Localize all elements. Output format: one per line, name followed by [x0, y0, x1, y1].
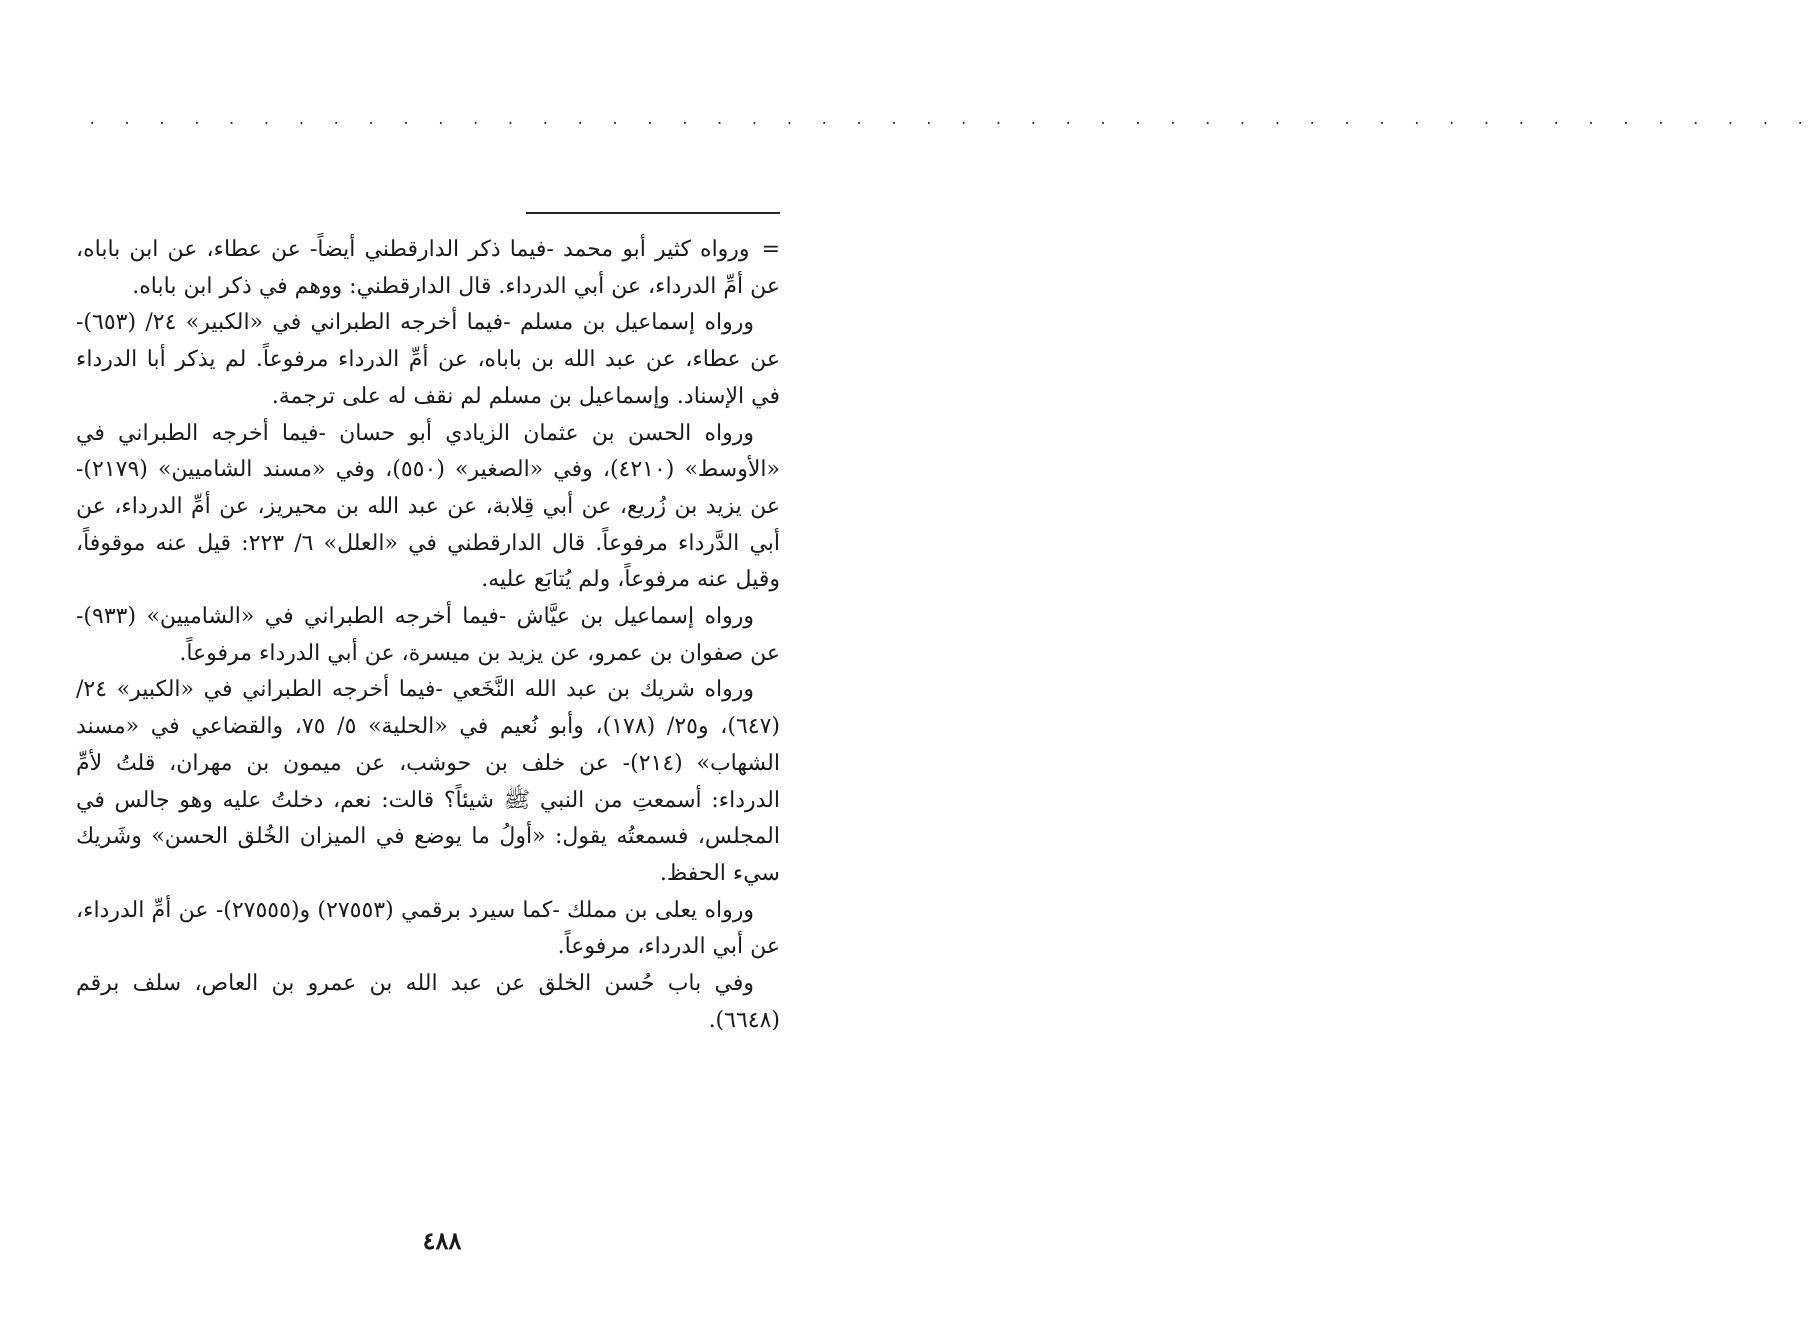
continuation-mark: = [761, 237, 780, 262]
footnote-paragraph: وفي باب حُسن الخلق عن عبد الله بن عمرو بن العاص، سلف برقم (٦٦٤٨). [76, 971, 780, 1033]
footnotes-body [76, 232, 780, 1039]
footnote-paragraph: =ورواه كثير أبو محمد -فيما ذكر الدارقطني أيضاً- عن عطاء، عن ابن باباه، عن أمِّ الدرداء، عن أبي الدرداء. قال الدارقطني: ووهم في ذكر ابن باباه. [76, 237, 780, 299]
footnote-paragraph: ورواه الحسن بن عثمان الزيادي أبو حسان -فيما أخرجه الطبراني في «الأوسط» (٤٢١٠)، وفي «الصغير» (٥٥٠)، وفي «مسند الشاميين» (٢١٧٩)- عن يزيد بن زُريع، عن أبي قِلابة، عن عبد الله بن محيريز، عن أمِّ الدرداء، عن أبي الدَّرداء مرفوعاً. قال الدارقطني في «العلل» ٦/ ٢٢٣: قيل عنه موقوفاً، وقيل عنه مرفوعاً، ولم يُتابَع عليه. [76, 420, 781, 593]
footnote-rule [526, 212, 780, 214]
footnote-paragraph: ورواه إسماعيل بن عيَّاش -فيما أخرجه الطبراني في «الشاميين» (٩٣٣)- عن صفوان بن عمرو، عن يزيد بن ميسرة، عن أبي الدرداء مرفوعاً. [76, 604, 780, 666]
footnote-paragraph: ورواه إسماعيل بن مسلم -فيما أخرجه الطبراني في «الكبير» ٢٤/ (٦٥٣)- عن عطاء، عن عبد الله بن باباه، عن أمِّ الدرداء مرفوعاً. لم يذكر أبا الدرداء في الإسناد. وإسماعيل بن مسلم لم نقف له على ترجمة. [76, 310, 780, 409]
page-number: ٤٨٨ [422, 1226, 462, 1255]
footnote-paragraph: ورواه يعلى بن مملك -كما سيرد برقمي (٢٧٥٥٣) و(٢٧٥٥٥)- عن أمِّ الدرداء، عن أبي الدرداء، مرفوعاً. [76, 897, 780, 960]
footnote-paragraph: ورواه شريك بن عبد الله النَّخَعي -فيما أخرجه الطبراني في «الكبير» ٢٤/ (٦٤٧)، و٢٥/ (١٧٨)، وأبو نُعيم في «الحلية» ٥/ ٧٥، والقضاعي في «مسند الشهاب» (٢١٤)- عن خلف بن حوشب، عن ميمون بن مهران، قلتُ لأمِّ الدرداء: أسمعتِ من النبي ﷺ شيئاً؟ قالت: نعم، دخلتُ عليه وهو جالس في المجلس، فسمعتُه يقول: «أولُ ما يوضع في الميزان الخُلق الحسن» وشَريك سيء الحفظ. [76, 677, 780, 886]
separator-dotted-line: . . . . . . . . . . . . . . . . . . . . . . . . . . . . . . . . . . . . . . . . . . . . . . . . . . [88, 112, 1813, 128]
